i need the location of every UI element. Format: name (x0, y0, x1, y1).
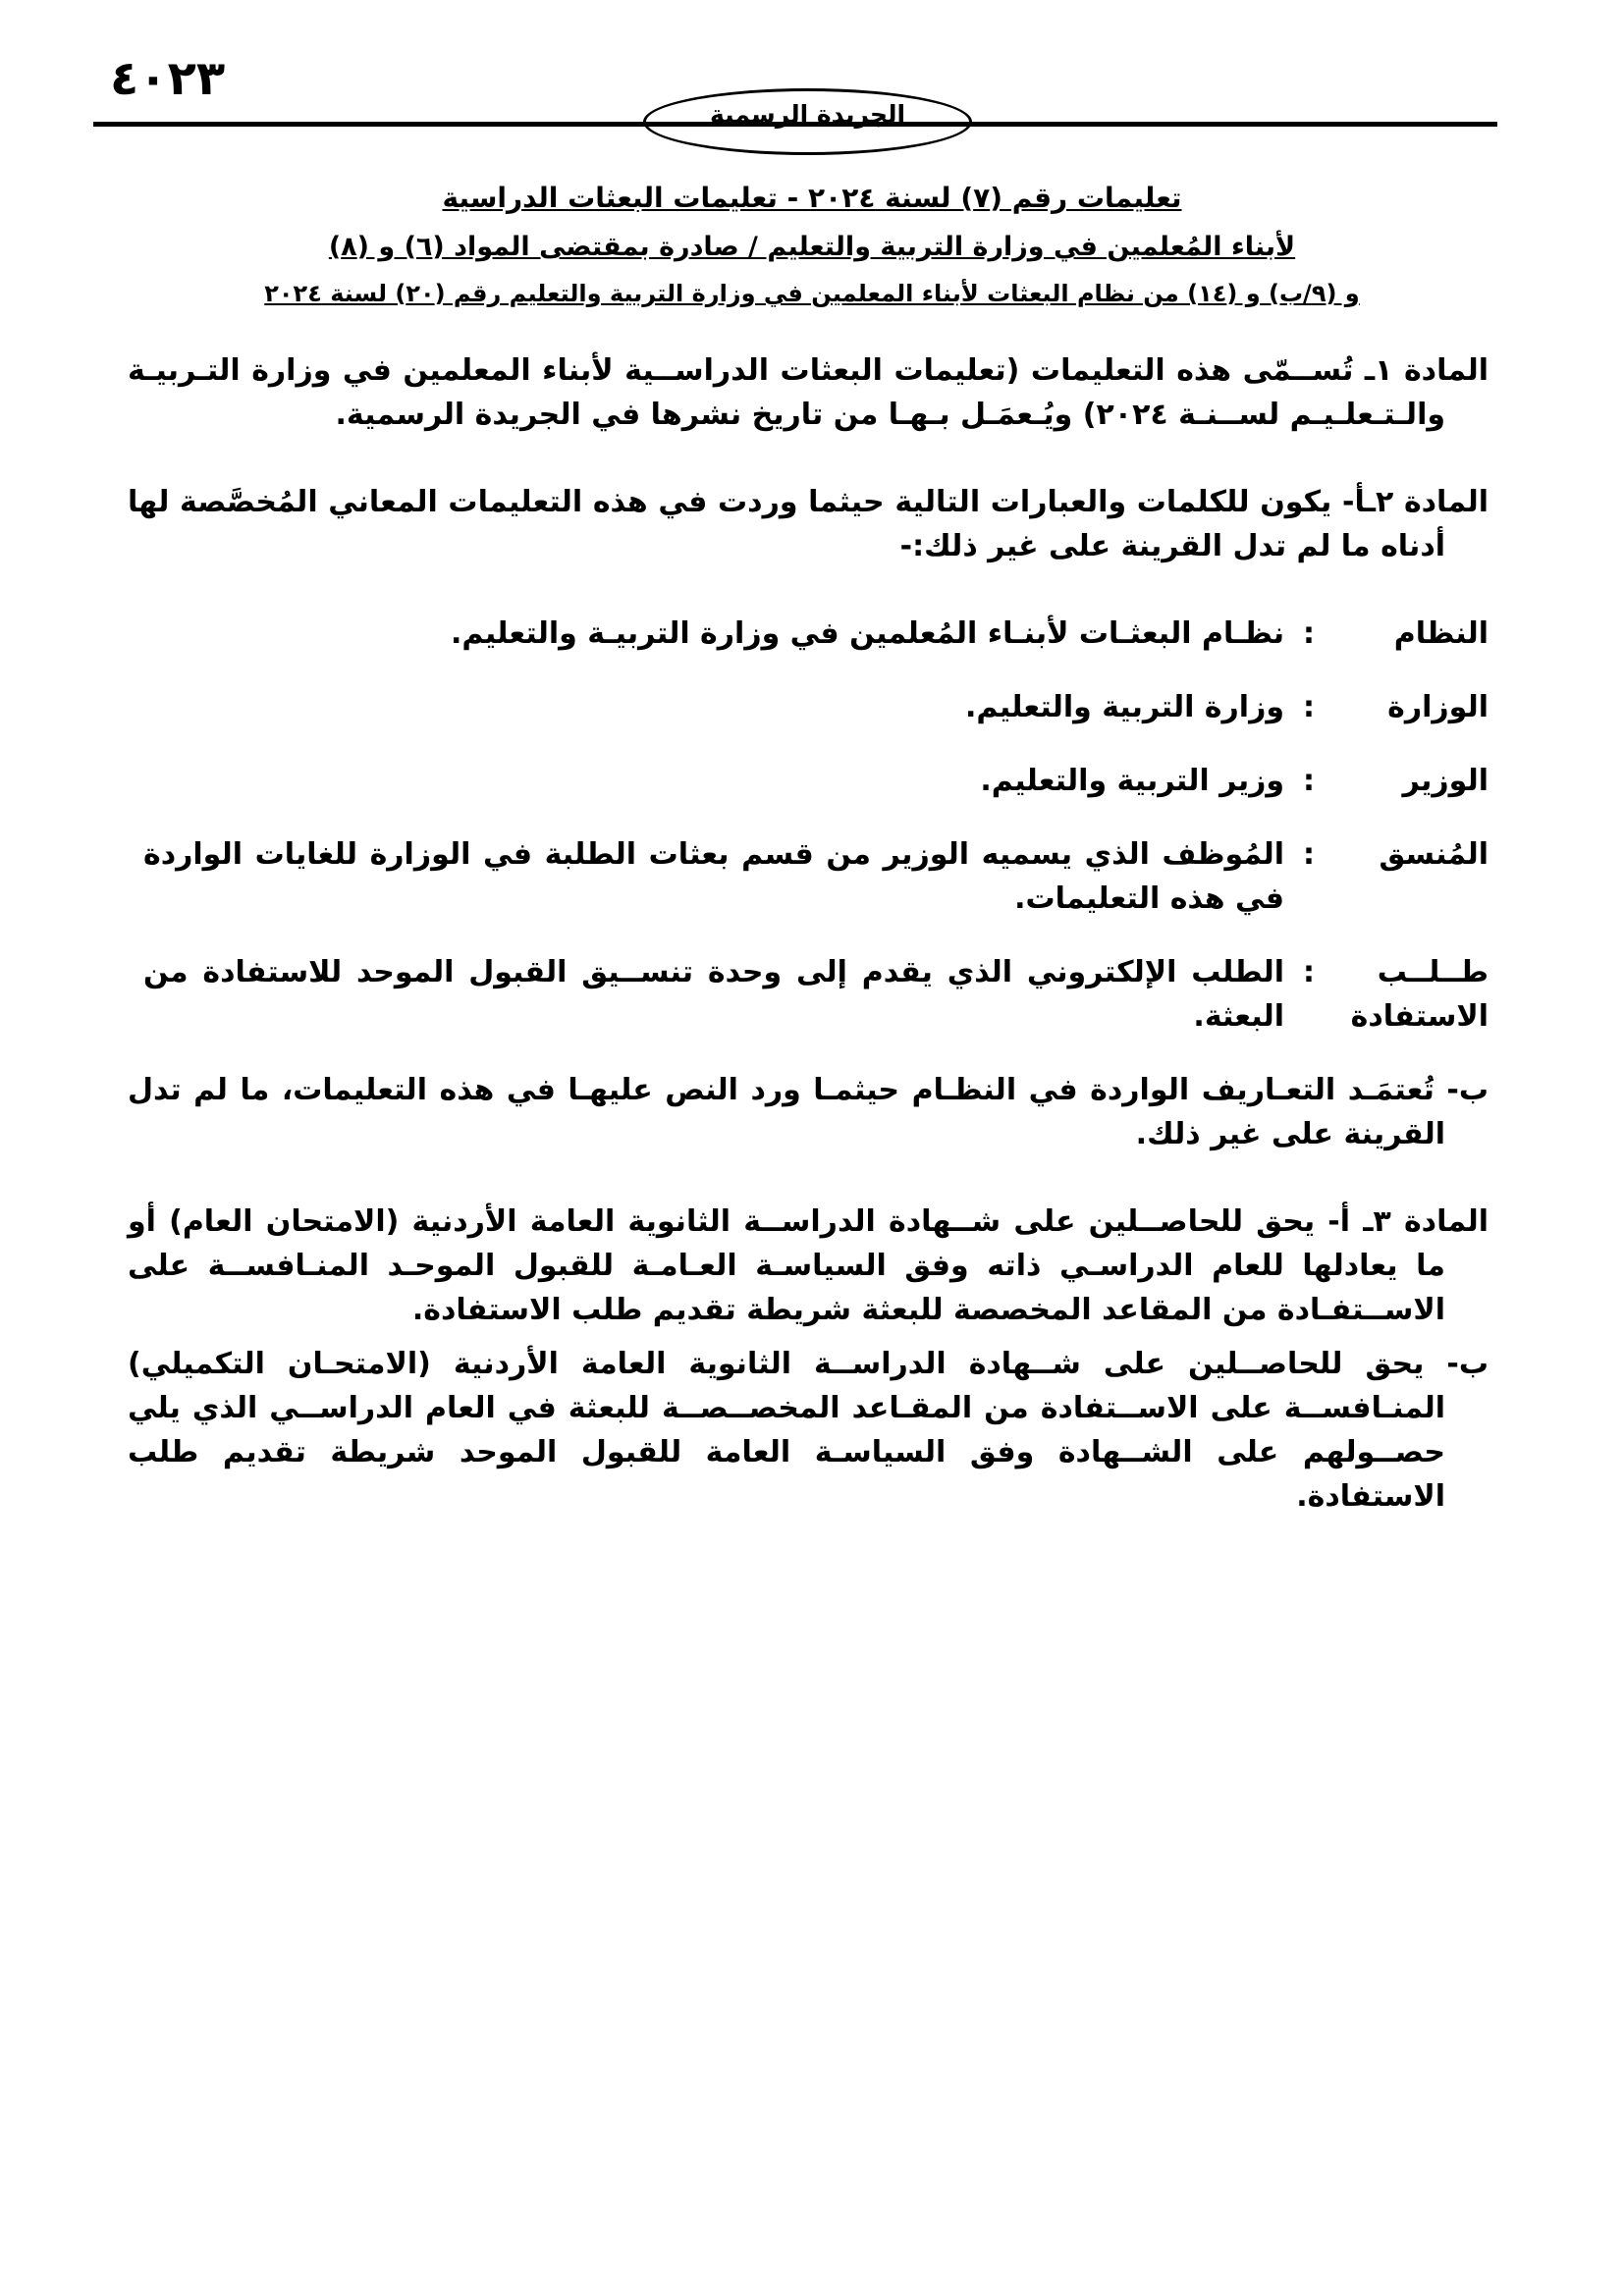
article-3a-paragraph: المادة ٣ـ أ- يحق للحاصــلين على شــهادة الدراســة الثانوية العامة الأردنية (الامتحان العام) أو ما يعادلها للعام الدراسـي ذاته وفق السياسـة العـامـة للقبول الموحـد المنـافســة على الاســتفـادة من المقاعد المخصصة للبعثة شريطة تقديم طلب الاستفادة. (128, 1204, 1489, 1327)
definition-text: الطلب الإلكتروني الذي يقدم إلى وحدة تنســيق القبول الموحد للاستفادة من البعثة. (143, 955, 1284, 1034)
definition-term: الوزير (1402, 764, 1489, 798)
definition-term: الوزارة (1387, 690, 1489, 724)
title-line-1: تعليمات رقم (٧) لسنة ٢٠٢٤ - تعليمات البعثات الدراسية (442, 182, 1182, 214)
article-1-paragraph: المادة ١ـ تُســمّى هذه التعليمات (تعليمات البعثات الدراســية لأبناء المعلمين في وزارة التـربيـة والـتـعلـيـم لســنـة ٢٠٢٤) ويُـعمَـل بـهـا من تاريخ نشرها في الجريدة الرسمية. (128, 353, 1489, 432)
definition-separator: : (1303, 955, 1315, 989)
definition-row-ministry (143, 685, 1489, 729)
gazette-banner-label: الجريدة الرسمية (709, 100, 906, 129)
definition-row-benefit-request (143, 950, 1489, 1039)
definition-text: وزارة التربية والتعليم. (964, 690, 1284, 724)
definition-row-system (143, 612, 1489, 656)
definition-separator: : (1303, 690, 1315, 724)
definition-text: المُوظف الذي يسميه الوزير من قسم بعثات الطلبة في الوزارة للغايات الواردة في هذه التعليمات. (143, 837, 1284, 916)
title-line-3: و (٩/ب) و (١٤) من نظام البعثات لأبناء المعلمين في وزارة التربية والتعليم رقم (٢٠) لسنة ٢٠٢٤ (264, 280, 1360, 307)
page-number: ٤٠٢٣ (110, 51, 226, 106)
title-line-2: لأبناء المُعلمين في وزارة التربية والتعليم / صادرة بمقتضى المواد (٦) و (٨) (328, 232, 1296, 262)
definition-separator: : (1303, 837, 1315, 872)
gazette-banner-oval (643, 88, 972, 155)
definition-text: وزير التربية والتعليم. (980, 764, 1284, 798)
article-3b-paragraph: ب- يحق للحاصــلين على شــهادة الدراســة الثانوية العامة الأردنية (الامتحـان التكميلي) المنـافســة على الاســتفادة من المقـاعد المخصــصــة للبعثة في العام الدراســي الذي يلي حصــولهم على الشــهادة وفق السياسـة العامة للقبول الموحد شريطة تقديم طلب الاستفادة. (128, 1347, 1489, 1514)
definition-term: طــلــب الاستفادة (1350, 955, 1489, 1034)
definition-text: نظـام البعثـات لأبنـاء المُعلمين في وزارة التربيـة والتعليم. (450, 616, 1284, 651)
definition-separator: : (1303, 616, 1315, 651)
definition-row-coordinator (143, 832, 1489, 921)
article-2a-paragraph: المادة ٢ـأ- يكون للكلمات والعبارات التالية حيثما وردت في هذه التعليمات المعاني المُخصَّصة لها أدناه ما لم تدل القرينة على غير ذلك:- (128, 485, 1489, 563)
definitions-list (143, 612, 1489, 1039)
document-body (0, 307, 1624, 1519)
definition-term: المُنسق (1379, 837, 1489, 872)
definition-separator: : (1303, 764, 1315, 798)
definition-row-minister (143, 759, 1489, 803)
article-2b-paragraph: ب- تُعتمَـد التعـاريف الواردة في النظـام حيثمـا ورد النص عليهـا في هذه التعليمات، ما لم تدل القرينة على غير ذلك. (128, 1073, 1489, 1151)
definition-term: النظام (1393, 616, 1489, 651)
